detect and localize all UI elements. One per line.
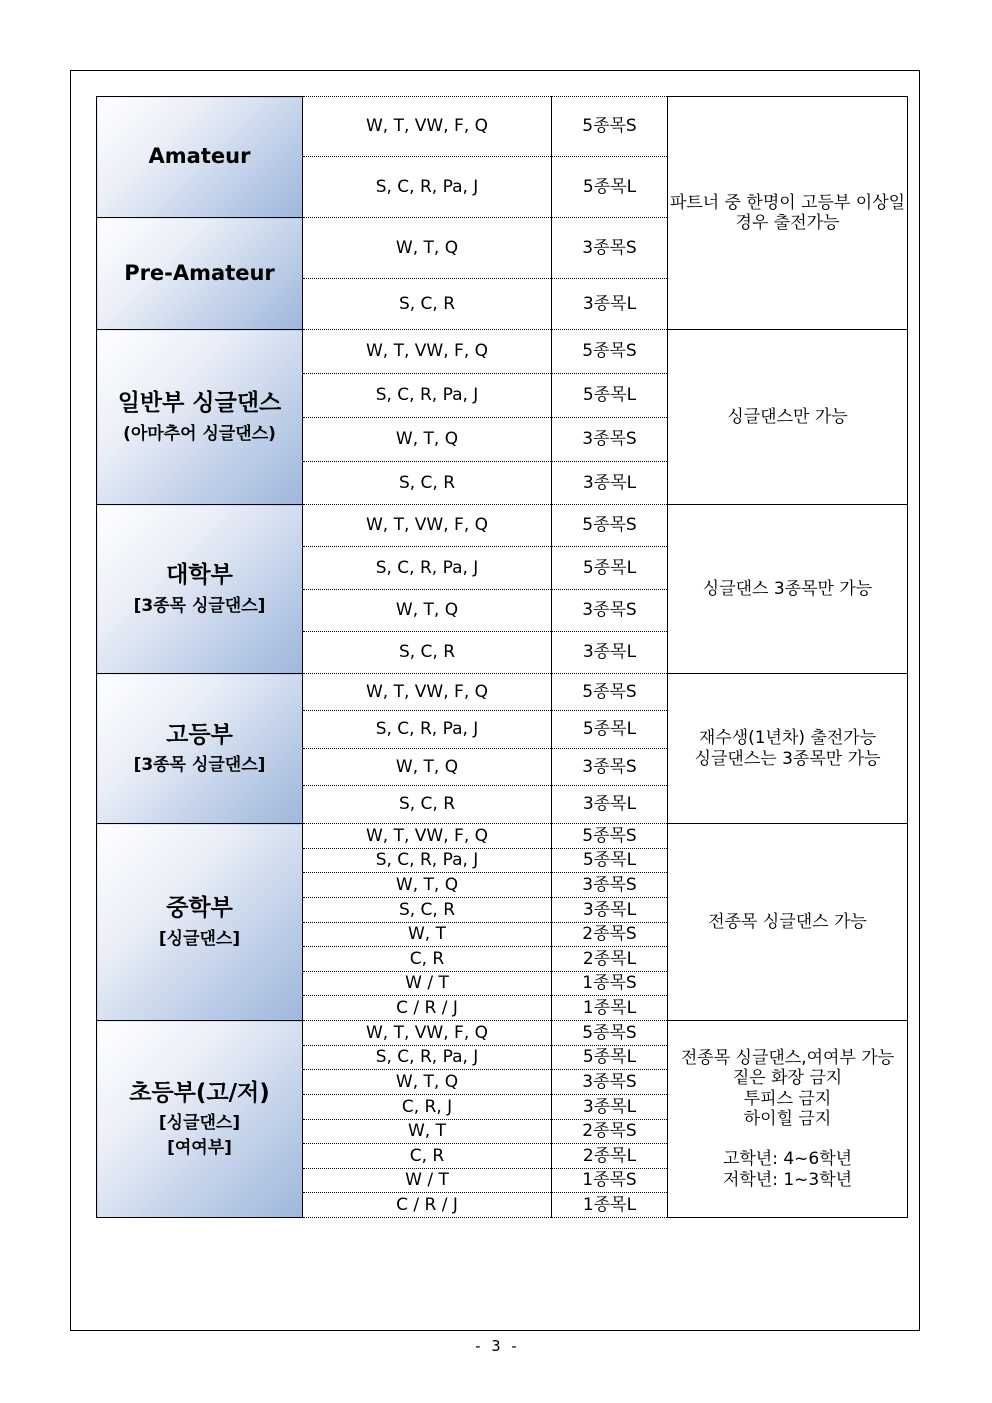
remarks-line: 전종목 싱글댄스,여여부 가능 xyxy=(680,1047,895,1068)
category-name: 고등부 xyxy=(166,721,233,748)
event-count-cell: 3종목S xyxy=(552,749,668,786)
event-count-cell: 5종목L xyxy=(552,374,668,418)
page-number: - 3 - xyxy=(473,1337,519,1355)
table-row xyxy=(97,330,908,374)
dance-list-cell: W, T, Q xyxy=(303,1070,552,1095)
category-cell xyxy=(97,824,303,1021)
event-count-cell: 3종목L xyxy=(552,279,668,330)
category-name: 대학부 xyxy=(166,562,233,588)
event-count-cell: 1종목S xyxy=(552,972,668,996)
category-cell xyxy=(97,674,303,824)
category-name: Pre-Amateur xyxy=(124,260,275,285)
category-subtitle: [3종목 싱글댄스] xyxy=(133,595,266,616)
remarks-line: 싱글댄스 3종목만 가능 xyxy=(702,578,873,599)
category-subtitle: [싱글댄스] xyxy=(158,928,241,949)
table-row xyxy=(97,824,908,849)
event-count-cell: 5종목L xyxy=(552,711,668,749)
category-subtitle: (아마추어 싱글댄스) xyxy=(123,423,276,444)
event-count-cell: 3종목S xyxy=(552,418,668,462)
remarks-line: 고학년: 4~6학년 xyxy=(722,1149,853,1170)
table-row xyxy=(97,674,908,711)
remarks-spacer xyxy=(668,1129,907,1149)
remarks-cell xyxy=(668,330,908,505)
event-count-cell: 3종목S xyxy=(552,1070,668,1095)
event-count-cell: 5종목L xyxy=(552,1046,668,1070)
dance-list-cell: S, C, R, Pa, J xyxy=(303,711,552,749)
event-count-cell: 5종목S xyxy=(552,674,668,711)
category-subtitle: [싱글댄스] xyxy=(158,1113,241,1134)
category-subtitle: [여여부] xyxy=(167,1137,232,1158)
dance-list-cell: C, R xyxy=(303,1144,552,1169)
dance-list-cell: W, T xyxy=(303,923,552,947)
remarks-line: 투피스 금지 xyxy=(743,1088,832,1109)
dance-list-cell: C / R / J xyxy=(303,996,552,1021)
category-cell xyxy=(97,505,303,674)
event-count-cell: 5종목S xyxy=(552,1021,668,1046)
event-count-cell: 3종목L xyxy=(552,632,668,674)
event-count-cell: 5종목S xyxy=(552,505,668,547)
event-count-cell: 3종목L xyxy=(552,462,668,505)
event-count-cell: 3종목S xyxy=(552,590,668,632)
event-count-cell: 2종목L xyxy=(552,947,668,972)
table-row xyxy=(97,97,908,157)
event-count-cell: 3종목S xyxy=(552,873,668,898)
category-subtitle: [3종목 싱글댄스] xyxy=(133,755,266,776)
remarks-line: 재수생(1년차) 출전가능 xyxy=(698,728,877,749)
event-count-cell: 3종목S xyxy=(552,218,668,279)
event-count-cell: 5종목S xyxy=(552,97,668,157)
competition-category-table xyxy=(96,96,908,1218)
category-name: Amateur xyxy=(148,144,251,169)
remarks-line: 싱글댄스는 3종목만 가능 xyxy=(694,748,881,769)
dance-list-cell: W, T, VW, F, Q xyxy=(303,505,552,547)
dance-list-cell: W, T, VW, F, Q xyxy=(303,674,552,711)
category-name: 일반부 싱글댄스 xyxy=(117,390,282,416)
dance-list-cell: C / R / J xyxy=(303,1193,552,1218)
dance-list-cell: S, C, R xyxy=(303,898,552,923)
dance-list-cell: W, T, Q xyxy=(303,590,552,632)
remarks-line: 싱글댄스만 가능 xyxy=(727,406,848,427)
dance-list-cell: W, T, Q xyxy=(303,218,552,279)
dance-list-cell: W, T, VW, F, Q xyxy=(303,1021,552,1046)
remarks-line: 경우 출전가능 xyxy=(735,213,840,233)
dance-list-cell: S, C, R xyxy=(303,786,552,824)
dance-list-cell: C, R xyxy=(303,947,552,972)
dance-list-cell: S, C, R, Pa, J xyxy=(303,1046,552,1070)
event-count-cell: 5종목S xyxy=(552,330,668,374)
remarks-line: 하이힐 금지 xyxy=(743,1109,832,1129)
dance-list-cell: S, C, R xyxy=(303,279,552,330)
dance-list-cell: S, C, R xyxy=(303,462,552,505)
table-row xyxy=(97,1021,908,1046)
dance-list-cell: S, C, R, Pa, J xyxy=(303,547,552,590)
category-cell xyxy=(97,330,303,505)
dance-list-cell: S, C, R xyxy=(303,632,552,674)
remarks-line: 저학년: 1~3학년 xyxy=(722,1169,853,1190)
category-cell xyxy=(97,218,303,330)
dance-list-cell: W, T, VW, F, Q xyxy=(303,824,552,849)
remarks-cell xyxy=(668,674,908,824)
dance-list-cell: S, C, R, Pa, J xyxy=(303,374,552,418)
dance-list-cell: W, T xyxy=(303,1120,552,1144)
event-count-cell: 5종목L xyxy=(552,157,668,218)
event-count-cell: 2종목L xyxy=(552,1144,668,1169)
dance-list-cell: W, T, VW, F, Q xyxy=(303,97,552,157)
event-count-cell: 1종목L xyxy=(552,996,668,1021)
event-count-cell: 2종목S xyxy=(552,923,668,947)
event-count-cell: 5종목L xyxy=(552,849,668,873)
remarks-line: 짙은 화장 금지 xyxy=(732,1068,843,1089)
dance-list-cell: W, T, VW, F, Q xyxy=(303,330,552,374)
category-name: 중학부 xyxy=(166,895,233,921)
event-count-cell: 2종목S xyxy=(552,1120,668,1144)
event-count-cell: 5종목L xyxy=(552,547,668,590)
remarks-cell xyxy=(668,505,908,674)
remarks-line: 파트너 중 한명이 고등부 이상일 xyxy=(669,192,906,213)
event-count-cell: 3종목L xyxy=(552,1095,668,1120)
dance-list-cell: C, R, J xyxy=(303,1095,552,1120)
dance-list-cell: W, T, Q xyxy=(303,418,552,462)
dance-list-cell: W, T, Q xyxy=(303,749,552,786)
remarks-line: 전종목 싱글댄스 가능 xyxy=(708,911,867,932)
category-cell xyxy=(97,97,303,218)
dance-list-cell: S, C, R, Pa, J xyxy=(303,157,552,218)
category-name: 초등부(고/저) xyxy=(129,1079,270,1106)
dance-list-cell: S, C, R, Pa, J xyxy=(303,849,552,873)
remarks-cell xyxy=(668,1021,908,1218)
event-count-cell: 1종목L xyxy=(552,1193,668,1218)
event-count-cell: 1종목S xyxy=(552,1169,668,1193)
dance-list-cell: W / T xyxy=(303,972,552,996)
remarks-cell xyxy=(668,824,908,1021)
dance-list-cell: W, T, Q xyxy=(303,873,552,898)
dance-list-cell: W / T xyxy=(303,1169,552,1193)
event-count-cell: 5종목S xyxy=(552,824,668,849)
event-count-cell: 3종목L xyxy=(552,898,668,923)
remarks-cell xyxy=(668,97,908,330)
event-count-cell: 3종목L xyxy=(552,786,668,824)
category-cell xyxy=(97,1021,303,1218)
table-row xyxy=(97,505,908,547)
